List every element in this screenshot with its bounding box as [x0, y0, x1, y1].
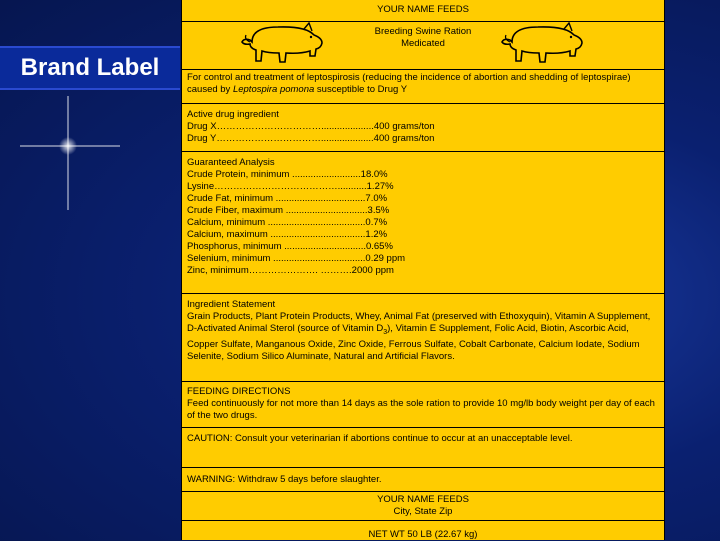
analysis-row: Lysine…………………………………...........1.27% — [187, 181, 394, 192]
net-weight: NET WT 50 LB (22.67 kg) — [368, 529, 478, 540]
warning-text: WARNING: Withdraw 5 days before slaughter. — [187, 474, 382, 485]
drug-row: Drug Y……………………………....................400 grams/ton — [187, 133, 435, 144]
vitamin-d-subscript: 3 — [383, 328, 388, 336]
analysis-row: Calcium, minimum .....................................0.7% — [187, 217, 388, 228]
analysis-row: Selenium, minimum ...................................0.29 ppm — [187, 253, 406, 264]
footer-location: City, State Zip — [393, 506, 453, 517]
feeding-directions-section — [182, 381, 664, 427]
caution-text: CAUTION: Consult your veterinarian if abortions continue to occur at an unacceptable level. — [187, 433, 573, 444]
ingredient-statement-section — [182, 293, 664, 381]
net-weight-section — [182, 520, 664, 540]
product-name: Breeding Swine Ration — [374, 26, 472, 37]
indication-section — [182, 69, 664, 103]
ingredient-text-b: ), Vitamin E Supplement, Folic Acid, Biotin, Ascorbic Acid, Copper Sulfate, Manganous Oxide, Zinc Oxide, Ferrous Sulfate, Cobalt Carbonate, Calcium Iodate, Sodium Selenite, Sodium Silico Aluminate, Natural and Artificial Flavors. — [187, 323, 640, 362]
header-company: YOUR NAME FEEDS — [377, 4, 469, 15]
guaranteed-analysis-section — [182, 151, 664, 293]
footer-company: YOUR NAME FEEDS — [377, 494, 469, 505]
active-drug-section — [182, 103, 664, 151]
ingredient-title: Ingredient Statement — [187, 299, 276, 310]
product-medicated: Medicated — [401, 38, 445, 49]
analysis-title: Guaranteed Analysis — [187, 157, 275, 168]
organism-name: Leptospira pomona — [232, 84, 315, 95]
analysis-row: Crude Fat, minimum ..................................7.0% — [187, 193, 388, 204]
active-drug-title: Active drug ingredient — [187, 109, 279, 120]
footer-section — [182, 491, 664, 520]
analysis-row: Crude Fiber, maximum ...............................3.5% — [187, 205, 390, 216]
indication-text: For control and treatment of leptospirosis (reducing the incidence of abortion and shedding of leptospirae) caused by — [187, 72, 631, 95]
pig-icon — [498, 18, 588, 68]
indication-text-end: susceptible to Drug Y — [314, 84, 408, 95]
analysis-row: Calcium, maximum ....................................1.2% — [187, 229, 388, 240]
feed-label — [181, 0, 665, 540]
analysis-row: Crude Protein, minimum ..........................18.0% — [187, 169, 388, 180]
analysis-row: Phosphorus, minimum ...............................0.65% — [187, 241, 393, 252]
warning-section — [182, 467, 664, 491]
feeding-title: FEEDING DIRECTIONS — [187, 386, 291, 397]
analysis-row: Zinc, minimum…………………. ……….2000 ppm — [187, 265, 394, 276]
product-section — [182, 21, 664, 69]
drug-row: Drug X……………………………....................400 grams/ton — [187, 121, 435, 132]
ingredient-text-a: Grain Products, Plant Protein Products, Whey, Animal Fat (preserved with Ethoxyquin), Vitamin A Supplement, D-Activated Animal Sterol (source of Vitamin D — [187, 311, 651, 334]
ingredient-text — [187, 311, 659, 363]
feeding-text: Feed continuously for not more than 14 days as the sole ration to provide 10 mg/lb body weight per day of each of the two drugs. — [187, 398, 655, 421]
brand-label-box — [0, 46, 180, 90]
brand-label-text: Brand Label — [20, 54, 160, 81]
caution-section — [182, 427, 664, 467]
